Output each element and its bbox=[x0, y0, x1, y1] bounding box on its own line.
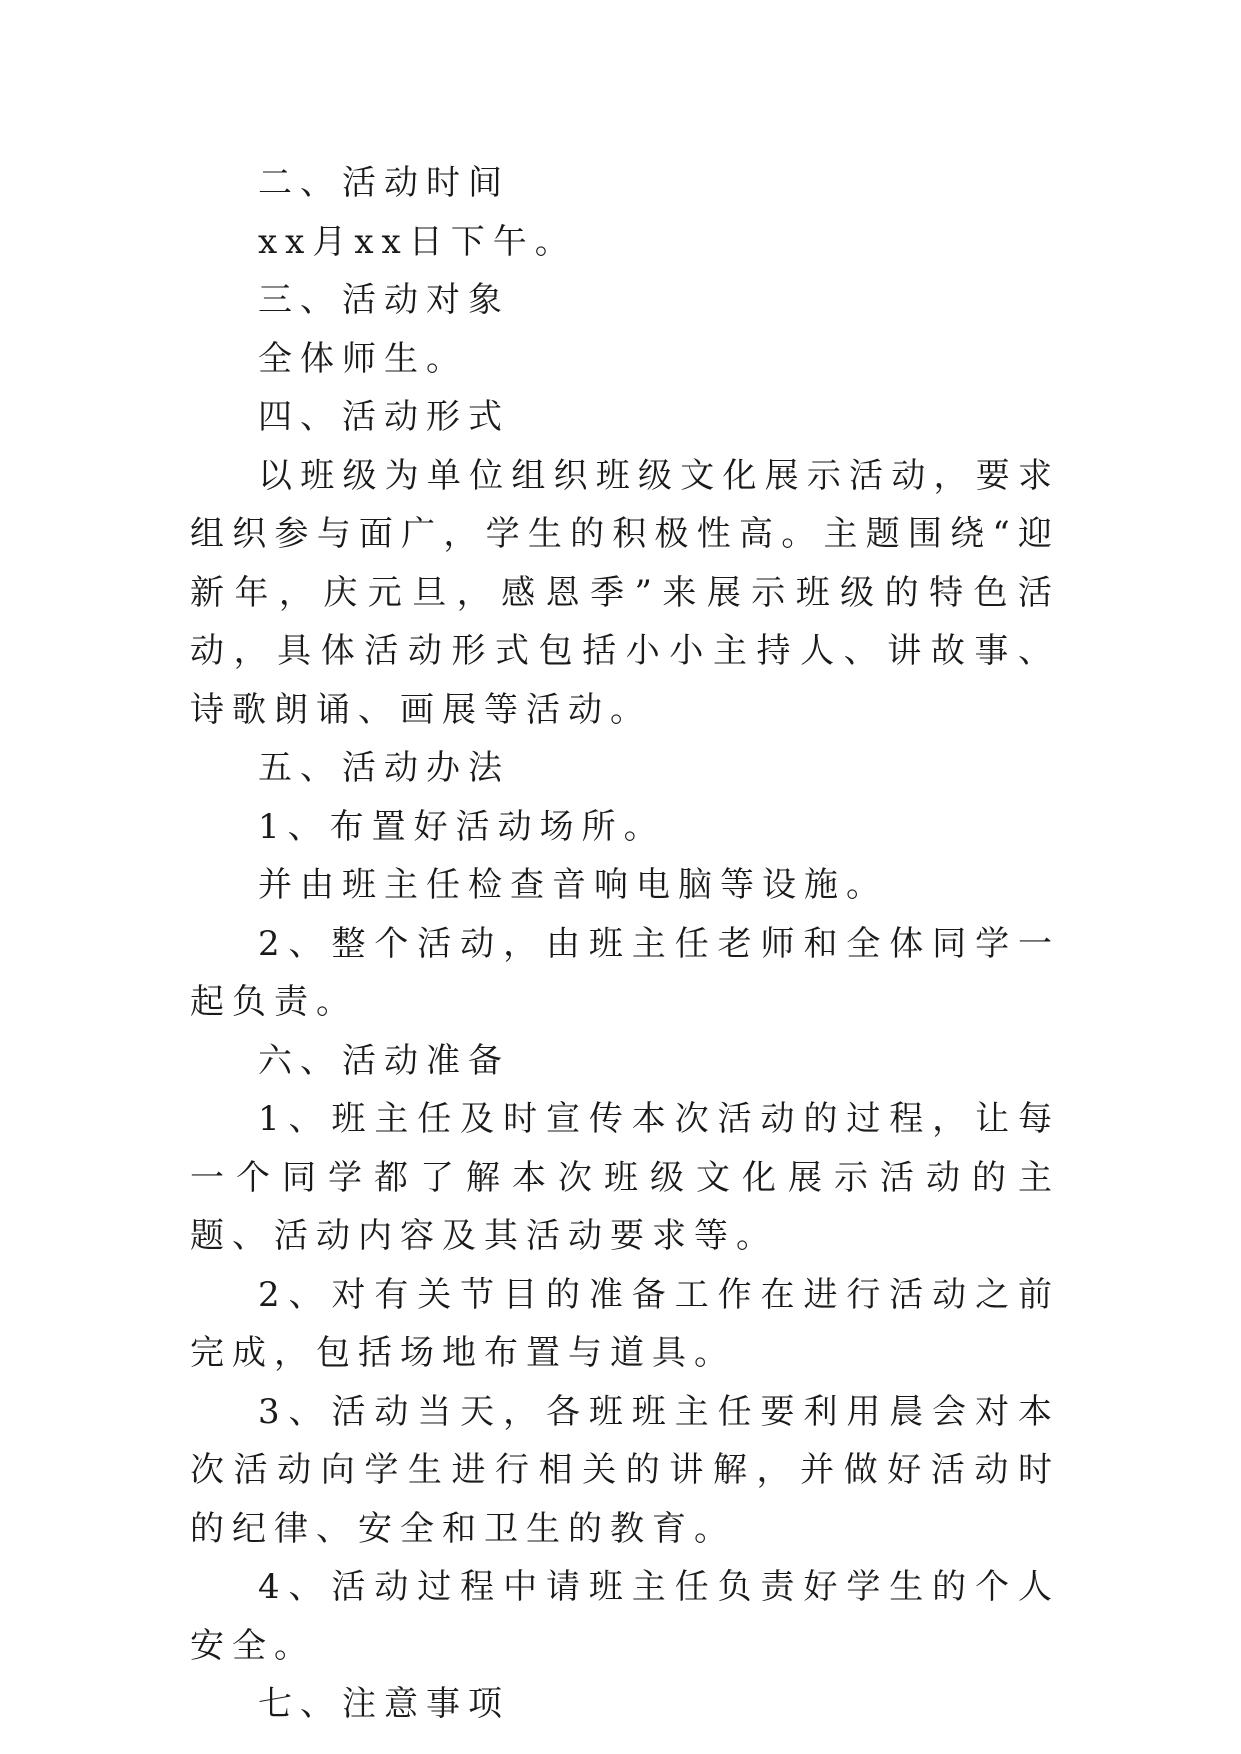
paragraph-time: xx月xx日下午。 bbox=[258, 221, 577, 262]
section-heading-form: 四、活动形式 bbox=[258, 397, 510, 437]
paragraph-form: 以班级为单位组织班级文化展示活动，要求组织参与面广，学生的积极性高。主题围绕“迎新年，庆元旦，感恩季”来展示班级的特色活动，具体活动形式包括小小主持人、讲故事、诗歌朗诵、画展等活动。 bbox=[190, 455, 1060, 730]
paragraph-preparation-3: 3、活动当天，各班班主任要利用晨会对本次活动向学生进行相关的讲解，并做好活动时的纪律、安全和卫生的教育。 bbox=[190, 1391, 1060, 1549]
section-heading-time: 二、活动时间 bbox=[258, 163, 510, 203]
section-heading-target: 三、活动对象 bbox=[258, 280, 510, 320]
document-body bbox=[190, 154, 1060, 1734]
paragraph-method-1b: 并由班主任检查音响电脑等设施。 bbox=[258, 865, 888, 905]
section-heading-preparation: 六、活动准备 bbox=[258, 1040, 510, 1081]
paragraph-preparation-2: 2、对有关节目的准备工作在进行活动之前完成，包括场地布置与道具。 bbox=[190, 1274, 1060, 1373]
paragraph-target: 全体师生。 bbox=[258, 338, 468, 379]
section-heading-method: 五、活动办法 bbox=[258, 748, 510, 788]
section-heading-notes: 七、注意事项 bbox=[258, 1684, 510, 1724]
paragraph-preparation-4: 4、活动过程中请班主任负责好学生的个人安全。 bbox=[190, 1567, 1060, 1666]
paragraph-method-2: 2、整个活动，由班主任老师和全体同学一起负责。 bbox=[190, 923, 1060, 1022]
paragraph-preparation-1: 1、班主任及时宣传本次活动的过程，让每一个同学都了解本次班级文化展示活动的主题、活动内容及其活动要求等。 bbox=[190, 1099, 1060, 1256]
paragraph-method-1: 1、布置好活动场所。 bbox=[258, 806, 666, 847]
